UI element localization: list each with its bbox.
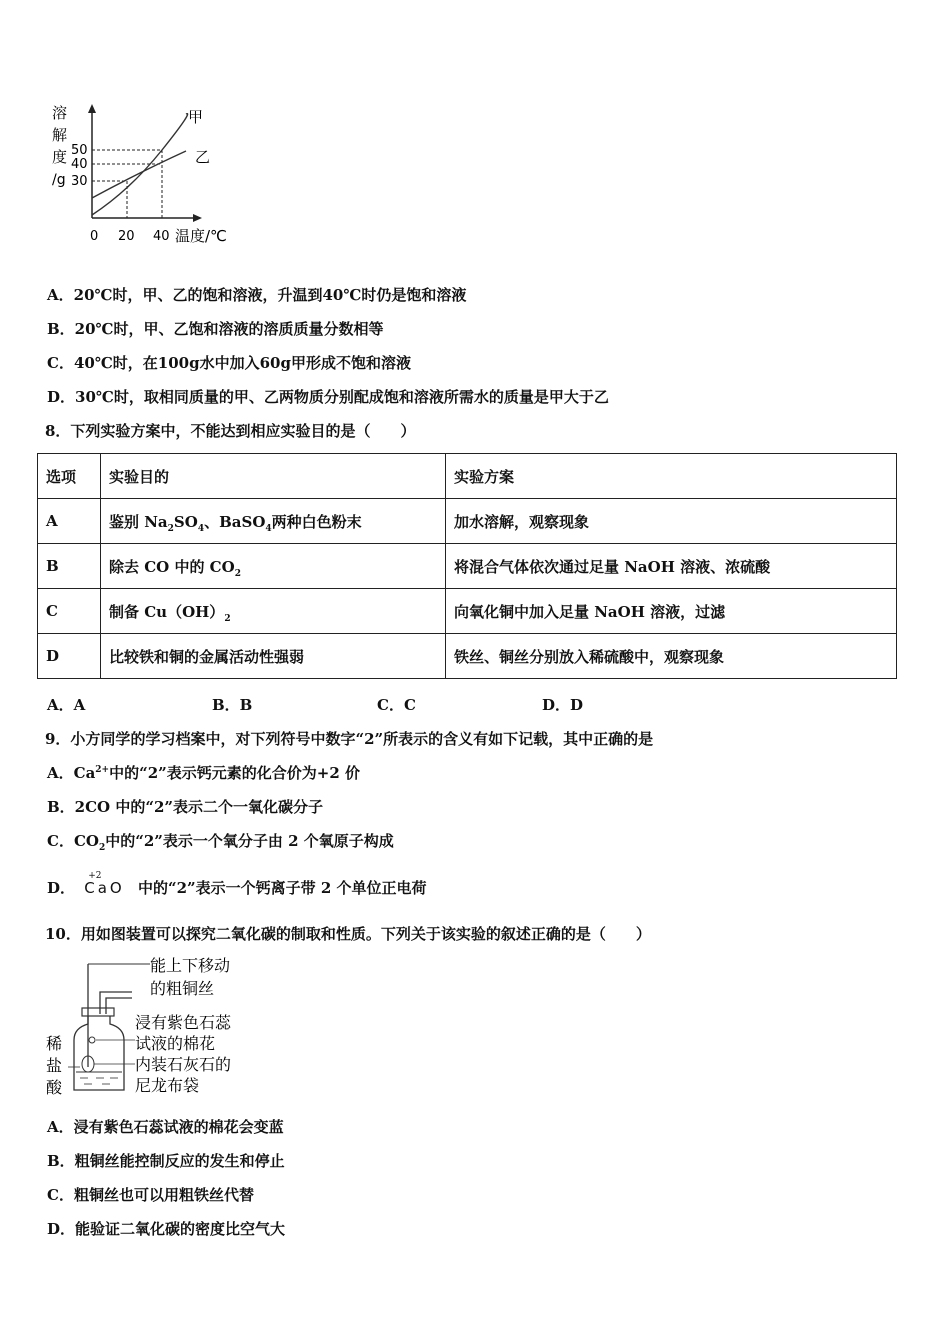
- row-option: C: [38, 589, 101, 634]
- table-row: [38, 589, 897, 634]
- row-option: D: [38, 634, 101, 679]
- y-axis-arrow: [88, 104, 96, 113]
- header-option: 选项: [38, 454, 101, 499]
- q7-option-c: C．40℃时，在100g水中加入60g甲形成不饱和溶液: [47, 354, 411, 372]
- q10-option-b: B．粗铜丝能控制反应的发生和停止: [47, 1152, 285, 1170]
- q9-option-b: B．2CO 中的“2”表示二个一氧化碳分子: [47, 798, 324, 816]
- row-plan: 将混合气体依次通过足量 NaOH 溶液、浓硫酸: [446, 544, 897, 589]
- q10-option-d: D．能验证二氧化碳的密度比空气大: [47, 1220, 286, 1238]
- row-aim: 比较铁和铜的金属活动性强弱: [101, 634, 446, 679]
- co2-apparatus-diagram: [40, 952, 260, 1102]
- curve-yi: [92, 151, 186, 198]
- y-label-4: /g: [52, 172, 66, 188]
- y-label-3: 度: [52, 148, 68, 166]
- q9-option-d: D． +2 CaO 中的“2”表示一个钙离子带 2 个单位正电荷: [47, 878, 427, 898]
- formula-cao: CaO: [84, 879, 125, 897]
- q7-option-d: D．30℃时，取相同质量的甲、乙两物质分别配成饱和溶液所需水的质量是甲大于乙: [47, 388, 609, 406]
- y-label-1: 溶: [52, 104, 68, 122]
- y-tick-30: 30: [71, 174, 88, 189]
- label-bag-2: 尼龙布袋: [135, 1076, 200, 1095]
- header-plan: 实验方案: [446, 454, 897, 499]
- label-wire-1: 能上下移动: [150, 956, 231, 975]
- x-tick-20: 20: [118, 229, 135, 244]
- x-tick-0: 0: [90, 229, 99, 244]
- table-row: [38, 634, 897, 679]
- q7-option-a: A．20℃时，甲、乙的饱和溶液，升温到40℃时仍是饱和溶液: [47, 286, 467, 304]
- y-tick-50: 50: [71, 143, 88, 158]
- x-axis-label: 温度/℃: [175, 227, 227, 245]
- q9-option-c: C．$CO_2$中的“2”表示一个氧分子由 2 个氧原子构成: [47, 832, 394, 853]
- label-cotton-2: 试液的棉花: [135, 1034, 216, 1053]
- q10-option-a: A．浸有紫色石蕊试液的棉花会变蓝: [47, 1118, 284, 1136]
- curve-label-yi: 乙: [195, 148, 211, 166]
- row-aim: 制备 $Cu(OH)_2$: [101, 589, 446, 634]
- x-axis-arrow: [193, 214, 202, 222]
- y-tick-40: 40: [71, 157, 88, 172]
- row-aim: 除去 CO 中的 $CO_2$: [101, 544, 446, 589]
- q9-option-a: A．$Ca^{2+}$中的“2”表示钙元素的化合价为+2 价: [47, 764, 361, 782]
- table-header-row: [38, 454, 897, 499]
- q8-table: [37, 453, 897, 679]
- row-option: B: [38, 544, 101, 589]
- row-plan: 向氧化铜中加入足量 NaOH 溶液，过滤: [446, 589, 897, 634]
- label-acid-1: 稀: [46, 1034, 63, 1053]
- formula-valence: +2: [88, 871, 102, 881]
- q10-option-c: C．粗铜丝也可以用粗铁丝代替: [47, 1186, 254, 1204]
- row-aim: 鉴别 $Na_2SO_4$、BaSO$_4$两种白色粉末: [101, 499, 446, 544]
- row-option: A: [38, 499, 101, 544]
- row-plan: 加水溶解，观察现象: [446, 499, 897, 544]
- q8-answer-c: C．C: [377, 696, 416, 714]
- q7-option-b: B．20℃时，甲、乙饱和溶液的溶质质量分数相等: [47, 320, 384, 338]
- label-bag-1: 内装石灰石的: [135, 1055, 232, 1074]
- q8-answer-b: B．B: [212, 696, 253, 714]
- x-tick-40: 40: [153, 229, 170, 244]
- label-acid-2: 盐: [46, 1056, 63, 1075]
- q8-title: 8．下列实验方案中，不能达到相应实验目的是（ ）: [45, 422, 416, 440]
- q8-answer-d: D．D: [542, 696, 584, 714]
- solubility-graph: [40, 100, 250, 250]
- table-row: [38, 499, 897, 544]
- q8-answer-a: A．A: [47, 696, 86, 714]
- q10-title: 10．用如图装置可以探究二氧化碳的制取和性质。下列关于该实验的叙述正确的是（ ）: [45, 925, 651, 943]
- row-plan: 铁丝、铜丝分别放入稀硫酸中，观察现象: [446, 634, 897, 679]
- label-acid-3: 酸: [46, 1078, 63, 1097]
- header-aim: 实验目的: [101, 454, 446, 499]
- label-wire-2: 的粗铜丝: [150, 979, 215, 998]
- q9-title: 9．小方同学的学习档案中，对下列符号中数字“2”所表示的含义有如下记载，其中正确的是: [45, 730, 654, 748]
- curve-label-jia: 甲: [188, 108, 204, 126]
- label-cotton-1: 浸有紫色石蕊: [135, 1013, 232, 1032]
- table-row: [38, 544, 897, 589]
- y-label-2: 解: [52, 126, 68, 144]
